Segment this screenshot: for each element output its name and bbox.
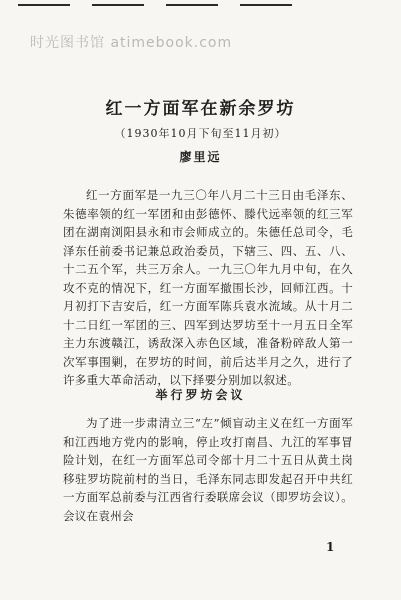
top-edge-marks xyxy=(0,0,401,10)
paragraph-intro: 红一方面军是一九三〇年八月二十三日由毛泽东、朱德率领的红一军团和由彭德怀、滕代远率领的红三军团在湖南浏阳县永和市会师成立的。朱德任总司令，毛泽东任前委书记兼总政治委员，下辖三、四、五、八、十二五个军，共三万余人。一九三〇年九月中旬，在久攻不克的情况下，红一方面军撤围长沙，回师江西。十月初打下吉安后，红一方面军陈兵袁水流域。从十月二十二日红一军团的三、四军到达罗坊至十一月五日全军主力东渡赣江，诱敌深入赤色区域，准备粉碎敌人第一次军事围剿，在罗坊的时间，前后达半月之久，进行了许多重大革命活动，以下择要分别加以叙述。 xyxy=(63,188,353,387)
watermark: 时光图书馆 atimebook.com xyxy=(30,35,233,51)
page-title: 红一方面军在新余罗坊 xyxy=(105,99,296,119)
date-subtitle: （1930年10月下旬至11月初） xyxy=(114,127,287,140)
page-number: 1 xyxy=(326,540,335,554)
paragraph-meeting: 为了进一步肃清立三“左”倾盲动主义在红一方面军和江西地方党内的影响，停止攻打南昌、九江的军事冒险计划，在红一方面军总司令部十月二十五日从黄土岗移驻罗坊院前村的当日，毛泽东同志即发起召开中共红一方面军总前委与江西省行委联席会议（即罗坊会议）。会议在袁州会 xyxy=(63,416,353,523)
author-name: 廖里远 xyxy=(179,150,222,164)
section-heading: 举行罗坊会议 xyxy=(155,388,246,402)
